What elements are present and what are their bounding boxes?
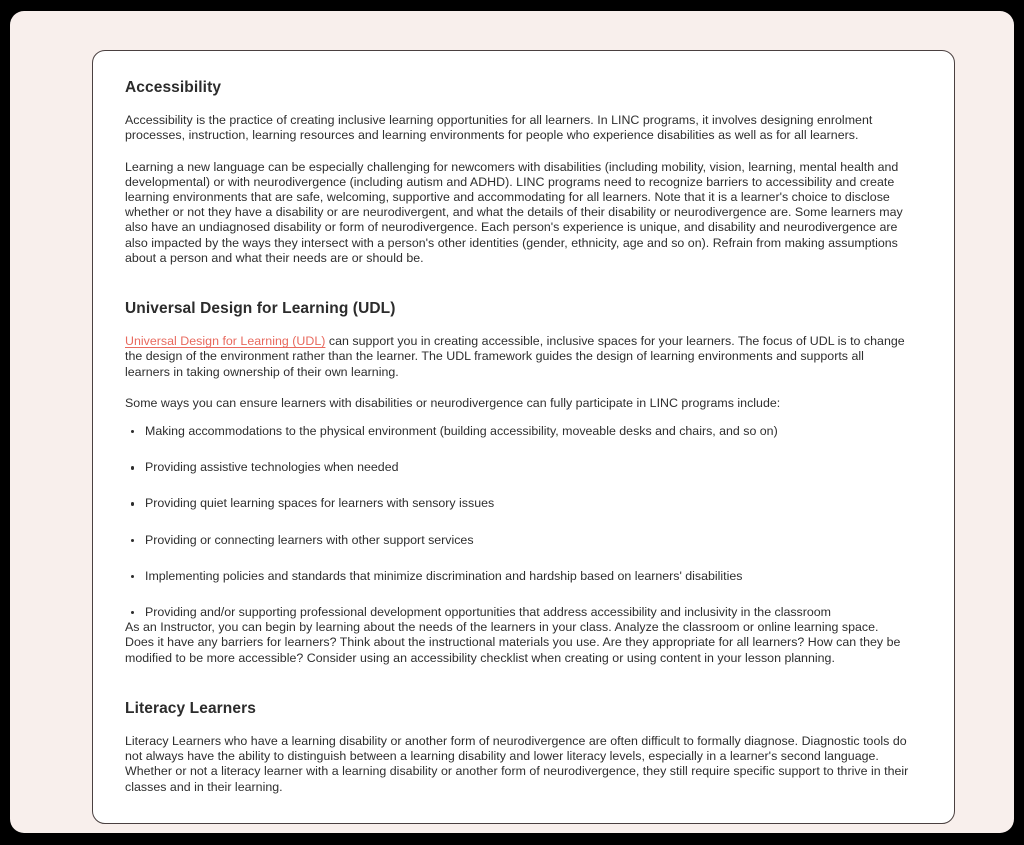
paragraph-instructor-guidance: As an Instructor, you can begin by learning about the needs of the learners in your class. Analyze the classroom or online learning space. Does it have any barriers for learners? Think about the instructional materials you use. Are they appropriate for all learners? How can they be modified to be more accessible? Consider using an accessibility checklist when creating or using content in your lesson planning. <box>125 620 901 665</box>
paragraph-accessibility-intro: Accessibility is the practice of creating inclusive learning opportunities for all learners. In LINC programs, it involves designing enrolment processes, instruction, learning resources and learning environments for people who experience disabilities as well as for all learners. <box>125 113 873 143</box>
content-card <box>92 50 955 824</box>
bullet-dot-icon <box>131 611 134 614</box>
list-item-label: Making accommodations to the physical environment (building accessibility, moveable desks and chairs, and so on) <box>145 423 778 438</box>
list-item <box>125 605 845 620</box>
list-item-label: Providing and/or supporting professional development opportunities that address accessibility and inclusivity in the classroom <box>145 604 831 619</box>
bullet-dot-icon <box>131 502 134 505</box>
paragraph-literacy-learners: Literacy Learners who have a learning disability or another form of neurodivergence are often difficult to formally diagnose. Diagnostic tools do not always have the ability to distinguish between a learning disability and lower literacy levels, especially in a learner's second language. Whether or not a literacy learner with a learning disability or another form of neurodivergence, they still require specific support to thrive in their classes and in their learning. <box>125 733 909 794</box>
bullet-dot-icon <box>131 539 134 542</box>
list-item-label: Providing quiet learning spaces for learners with sensory issues <box>145 496 495 511</box>
list-item <box>125 496 845 511</box>
link-universal-design-for-learning[interactable]: Universal Design for Learning (UDL) <box>125 334 326 349</box>
paragraph-accessibility-detail: Learning a new language can be especially challenging for newcomers with disabilities (including mobility, vision, learning, mental health and developmental) or with neurodivergence (including autism and ADHD). LINC programs need to recognize barriers to accessibility and create learning environments that are safe, welcoming, supportive and accommodating for all learners. Note that it is a learner's choice to disclose whether or not they have a disability or are neurodivergent, and what the details of their disability or neurodivergence are. Some learners may also have an undiagnosed disability or form of neurodivergence. Each person's experience is unique, and disability and neurodivergence are also impacted by the ways they intersect with a person's other identities (gender, ethnicity, age and so on). Refrain from making assumptions about a person and what their needs are or should be. <box>125 159 903 265</box>
bullet-dot-icon <box>131 430 134 433</box>
paragraph-udl-intro-rest: can support you in creating accessible, inclusive spaces for your learners. The focus of UDL is to change the design of the environment rather than the learner. The UDL framework guides the design of learning environments and supports all learners in taking ownership of their own learning. <box>125 334 905 379</box>
bullet-dot-icon <box>131 575 134 578</box>
list-item <box>125 424 845 439</box>
card-content-area <box>93 51 954 815</box>
paragraph-udl-intro <box>125 334 910 380</box>
bullet-dot-icon <box>131 466 134 469</box>
page-backdrop <box>10 11 1014 833</box>
list-item <box>125 533 845 548</box>
list-item-label: Providing assistive technologies when needed <box>145 460 399 475</box>
list-item <box>125 569 845 584</box>
list-item-label: Providing or connecting learners with other support services <box>145 532 474 547</box>
accessibility-practices-list <box>125 424 910 620</box>
heading-literacy-learners: Literacy Learners <box>125 699 256 717</box>
paragraph-list-intro: Some ways you can ensure learners with disabilities or neurodivergence can fully participate in LINC programs include: <box>125 395 781 410</box>
list-item-label: Implementing policies and standards that minimize discrimination and hardship based on learners' disabilities <box>145 568 743 583</box>
heading-universal-design-for-learning: Universal Design for Learning (UDL) <box>125 299 396 317</box>
list-item <box>125 460 845 475</box>
heading-accessibility: Accessibility <box>125 79 222 96</box>
